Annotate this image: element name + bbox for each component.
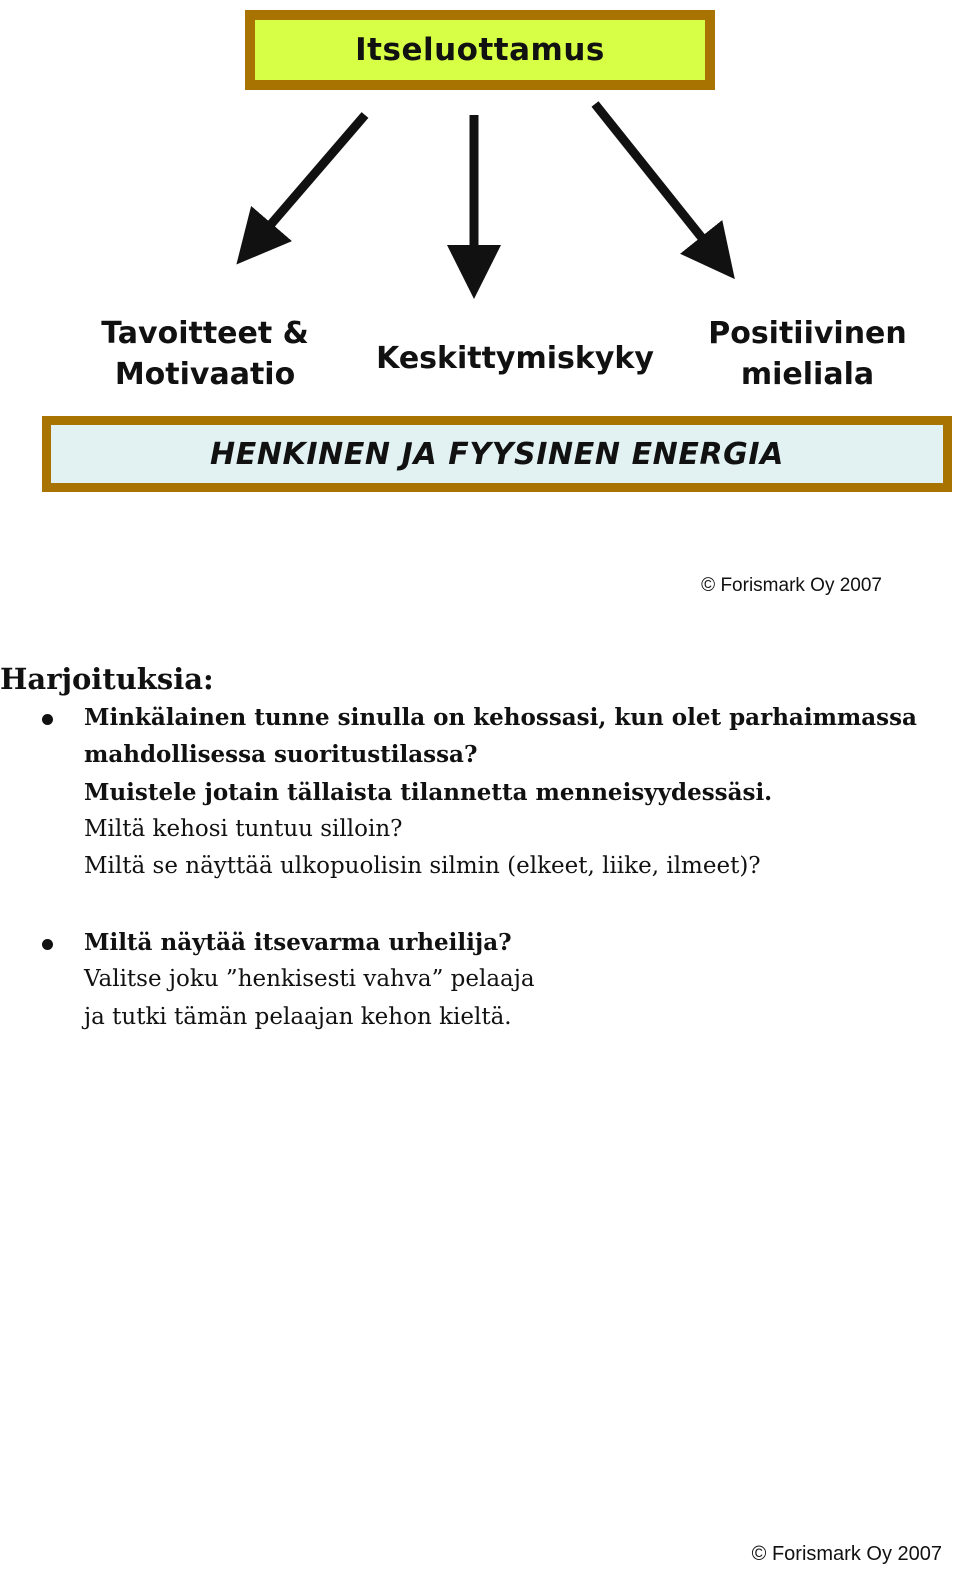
label-concentration bbox=[375, 338, 655, 379]
label-positive-line2: mieliala bbox=[740, 357, 875, 392]
arrow-left bbox=[254, 115, 365, 244]
arrows-diagram bbox=[0, 0, 960, 320]
label-positive-line1: Positiivinen bbox=[708, 316, 907, 351]
title-text: Itseluottamus bbox=[255, 20, 705, 80]
exercise-2-line-1: Miltä näytää itsevarma urheilija? bbox=[84, 929, 512, 956]
energy-text: HENKINEN JA FYYSINEN ENERGIA bbox=[51, 425, 943, 483]
exercise-2-line-3: ja tutki tämän pelaajan kehon kieltä. bbox=[84, 1004, 512, 1030]
exercise-1-line-1: Minkälainen tunne sinulla on kehossasi, kun olet parhaimmassa bbox=[84, 704, 917, 731]
label-positive-mood bbox=[700, 313, 915, 395]
bullet-icon bbox=[42, 714, 53, 725]
exercise-1-line-2: mahdollisessa suoritustilassa? bbox=[84, 741, 478, 768]
arrow-right bbox=[595, 104, 718, 258]
exercises-heading: Harjoituksia: bbox=[0, 662, 214, 696]
footer-copyright: © Forismark Oy 2007 bbox=[751, 1543, 942, 1565]
energy-box bbox=[42, 416, 952, 492]
exercise-1-line-4: Miltä kehosi tuntuu silloin? bbox=[84, 816, 403, 842]
exercise-1-line-5: Miltä se näyttää ulkopuolisin silmin (elkeet, liike, ilmeet)? bbox=[84, 853, 761, 879]
label-goals-motivation bbox=[90, 313, 320, 395]
exercise-1-line-3: Muistele jotain tällaista tilannetta menneisyydessäsi. bbox=[84, 779, 773, 806]
label-goals-line1: Tavoitteet & bbox=[101, 316, 309, 351]
label-goals-line2: Motivaatio bbox=[114, 357, 296, 392]
exercise-2-line-2: Valitse joku ”henkisesti vahva” pelaaja bbox=[84, 966, 535, 992]
bullet-icon bbox=[42, 939, 53, 950]
label-concentration-text: Keskittymiskyky bbox=[376, 341, 654, 376]
diagram-copyright: © Forismark Oy 2007 bbox=[701, 575, 882, 596]
